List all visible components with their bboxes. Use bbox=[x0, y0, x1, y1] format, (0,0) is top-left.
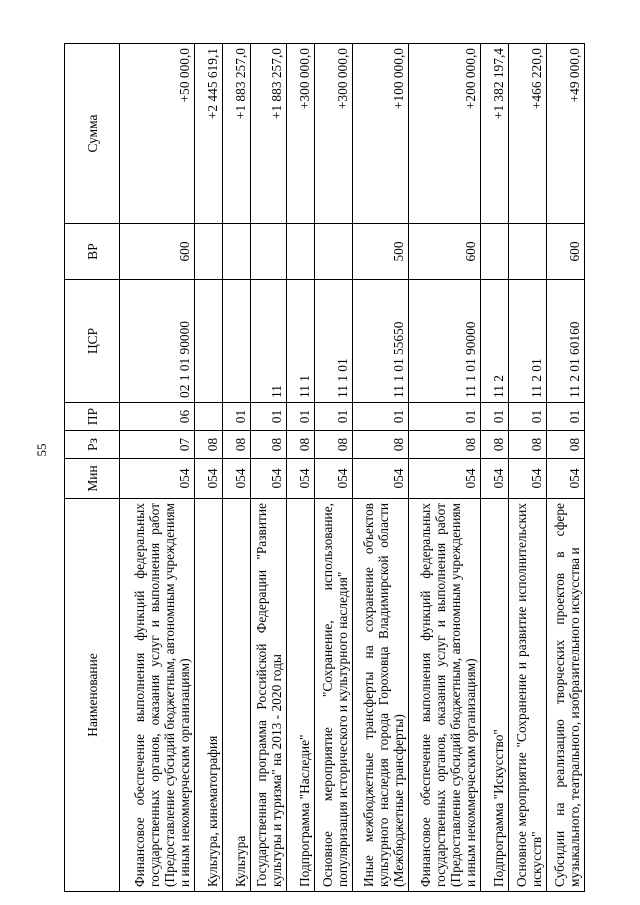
row-csr bbox=[223, 280, 251, 403]
row-vr bbox=[509, 224, 547, 280]
row-pr: 01 bbox=[547, 403, 585, 431]
row-csr: 11 2 01 60160 bbox=[547, 280, 585, 403]
row-min: 054 bbox=[481, 459, 509, 499]
row-sum: +2 445 619,1 bbox=[195, 44, 223, 224]
row-rz: 08 bbox=[195, 431, 223, 459]
header-csr: ЦСР bbox=[65, 280, 120, 403]
table-row bbox=[409, 44, 481, 892]
header-pr: ПР bbox=[65, 403, 120, 431]
row-csr: 11 1 01 bbox=[315, 280, 353, 403]
row-sum: +100 000,0 bbox=[353, 44, 409, 224]
row-name: Финансовое обеспечение выполнения функций федеральных государственных органов, оказания услуг и выполнения работ (Предоставление субсидий бюджетным, автономным учреждениям и иным некоммерческим организациям) bbox=[409, 499, 481, 892]
row-vr: 600 bbox=[547, 224, 585, 280]
row-name: Культура bbox=[223, 499, 251, 892]
row-rz: 08 bbox=[409, 431, 481, 459]
row-csr: 11 1 bbox=[287, 280, 315, 403]
row-sum: +200 000,0 bbox=[409, 44, 481, 224]
row-rz: 08 bbox=[481, 431, 509, 459]
row-vr bbox=[223, 224, 251, 280]
row-pr: 01 bbox=[287, 403, 315, 431]
row-rz: 08 bbox=[315, 431, 353, 459]
row-vr: 500 bbox=[353, 224, 409, 280]
budget-table bbox=[64, 43, 585, 892]
row-vr: 600 bbox=[409, 224, 481, 280]
row-min: 054 bbox=[195, 459, 223, 499]
row-csr: 02 1 01 90000 bbox=[120, 280, 195, 403]
row-pr bbox=[195, 403, 223, 431]
row-csr: 11 bbox=[251, 280, 287, 403]
rotated-table-frame bbox=[64, 44, 624, 892]
row-csr: 11 2 bbox=[481, 280, 509, 403]
table-row bbox=[315, 44, 353, 892]
row-min: 054 bbox=[509, 459, 547, 499]
table-row bbox=[509, 44, 547, 892]
row-min: 054 bbox=[315, 459, 353, 499]
row-vr bbox=[251, 224, 287, 280]
row-min: 054 bbox=[353, 459, 409, 499]
row-rz: 08 bbox=[223, 431, 251, 459]
row-pr: 01 bbox=[509, 403, 547, 431]
row-vr bbox=[287, 224, 315, 280]
row-rz: 07 bbox=[120, 431, 195, 459]
header-row bbox=[65, 44, 120, 892]
row-sum: +49 000,0 bbox=[547, 44, 585, 224]
row-min: 054 bbox=[251, 459, 287, 499]
row-sum: +50 000,0 bbox=[120, 44, 195, 224]
row-csr: 11 2 01 bbox=[509, 280, 547, 403]
table-row bbox=[120, 44, 195, 892]
row-name: Иные межбюджетные трансферты на сохранение объектов культурного наследия города Гороховца Владимирской области (Межбюджетные трансферты) bbox=[353, 499, 409, 892]
row-name: Субсидии на реализацию творческих проектов в сфере музыкального, театрального, изобразительного искусства и bbox=[547, 499, 585, 892]
row-min: 054 bbox=[409, 459, 481, 499]
header-sum: Сумма bbox=[65, 44, 120, 224]
row-name: Основное мероприятие "Сохранение, использование, популяризация исторического и культурного наследия" bbox=[315, 499, 353, 892]
header-vr: ВР bbox=[65, 224, 120, 280]
row-vr bbox=[315, 224, 353, 280]
row-min: 054 bbox=[287, 459, 315, 499]
table-container bbox=[64, 44, 624, 892]
row-pr: 01 bbox=[481, 403, 509, 431]
table-row bbox=[195, 44, 223, 892]
header-rz: Рз bbox=[65, 431, 120, 459]
row-name: Финансовое обеспечение выполнения функций федеральных государственных органов, оказания услуг и выполнения работ (Предоставление субсидий бюджетным, автономным учреждениям и иным некоммерческим организациям) bbox=[120, 499, 195, 892]
row-pr: 01 bbox=[251, 403, 287, 431]
row-sum: +466 220,0 bbox=[509, 44, 547, 224]
row-name: Культура, кинематография bbox=[195, 499, 223, 892]
table-row bbox=[251, 44, 287, 892]
row-name: Подпрограмма "Искусство" bbox=[481, 499, 509, 892]
row-rz: 08 bbox=[547, 431, 585, 459]
header-name: Наименование bbox=[65, 499, 120, 892]
row-pr: 01 bbox=[353, 403, 409, 431]
table-row bbox=[223, 44, 251, 892]
row-min: 054 bbox=[120, 459, 195, 499]
row-name: Подпрограмма "Наследие" bbox=[287, 499, 315, 892]
table-row bbox=[353, 44, 409, 892]
table-row bbox=[547, 44, 585, 892]
row-csr: 11 1 01 90000 bbox=[409, 280, 481, 403]
table-row bbox=[287, 44, 315, 892]
row-pr: 06 bbox=[120, 403, 195, 431]
row-rz: 08 bbox=[251, 431, 287, 459]
row-vr: 600 bbox=[120, 224, 195, 280]
row-name: Основное мероприятие "Сохранение и развитие исполнительских искусств" bbox=[509, 499, 547, 892]
row-rz: 08 bbox=[353, 431, 409, 459]
row-vr bbox=[481, 224, 509, 280]
row-pr: 01 bbox=[409, 403, 481, 431]
row-rz: 08 bbox=[287, 431, 315, 459]
row-rz: 08 bbox=[509, 431, 547, 459]
table-row bbox=[481, 44, 509, 892]
row-sum: +1 382 197,4 bbox=[481, 44, 509, 224]
row-vr bbox=[195, 224, 223, 280]
row-sum: +1 883 257,0 bbox=[223, 44, 251, 224]
row-sum: +1 883 257,0 bbox=[251, 44, 287, 224]
row-pr: 01 bbox=[315, 403, 353, 431]
row-name: Государственная программа Российской Федерации "Развитие культуры и туризма" на 2013 - 2020 годы bbox=[251, 499, 287, 892]
row-sum: +300 000,0 bbox=[315, 44, 353, 224]
row-pr: 01 bbox=[223, 403, 251, 431]
row-csr: 11 1 01 55650 bbox=[353, 280, 409, 403]
row-csr bbox=[195, 280, 223, 403]
row-min: 054 bbox=[547, 459, 585, 499]
row-min: 054 bbox=[223, 459, 251, 499]
row-sum: +300 000,0 bbox=[287, 44, 315, 224]
page-number: 55 bbox=[34, 443, 49, 457]
header-min: Мин bbox=[65, 459, 120, 499]
